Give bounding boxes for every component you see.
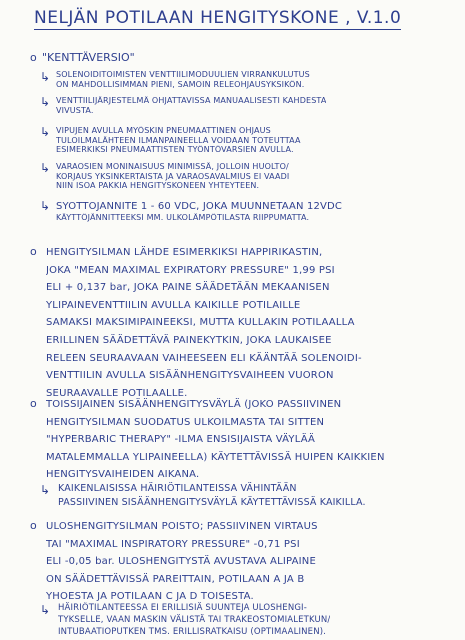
bullet-circle-icon: o (30, 519, 37, 532)
bullet-circle-icon: o (30, 51, 37, 64)
arrow-icon: ↳ (40, 483, 51, 497)
arrow-icon: ↳ (40, 199, 51, 213)
paragraph-uloshengitys: ULOSHENGITYSILMAN POISTO; PASSIIVINEN VIRTAUS TAI "MAXIMAL INSPIRATORY PRESSURE" -0,71 PSI ELI -0,05 bar. ULOSHENGITYSTÄ AVUSTAVA ALIPAINE ON SÄÄDETTÄVISSÄ PAREITTAIN, POTILAAN A JA B YHOESTA JA POTILAAN C JA D TOISESTA. (46, 521, 318, 603)
list-item: SYÖTTÖJÄNNITE 1 - 60 VDC, JOKA MUUNNETAAN 12VDC KÄYTTÖJÄNNITTEEKSI MM. ULKOLÄMPÖTILASTA RIIPPUMATTA. (56, 201, 342, 222)
list-item: VENTTIILIJÄRJESTELMÄ OHJATTAVISSA MANUAALISESTI KAHDESTA VIVUSTA. (56, 96, 327, 115)
arrow-icon: ↳ (40, 95, 51, 109)
bullet-circle-icon: o (30, 397, 37, 410)
paragraph-hengitysilma: HENGITYSILMAN LÄHDE ESIMERKIKSI HAPPIRIKASTIN, JOKA "MEAN MAXIMAL EXPIRATORY PRESSURE" 1,99 PSI ELI + 0,137 bar, JOKA PAINE SÄÄDETÄÄN MEKAANISEN YLIPAINEVENTTIILIN AVULLA KAIKILLE POTILAILLE SAMAKSI MAKSIMIPAINEEKSI, MUTTA KULLAKIN POTILAALLA ERILLINEN SÄÄDETTÄVÄ PAINEKYTKIN, JOKA LAUKAISEE RELEEN SEURAAVAAN VAIHEESEEN ELI KÄÄNTÄÄ SOLENOIDI- VENTTIILIN AVULLA SISÄÄNHENGITYSVAIHEEN VUORON SEURAAVALLE POTILAALLE. (46, 247, 362, 399)
arrow-icon: ↳ (40, 70, 51, 84)
list-item: SOLENOIDITOIMISTEN VENTTIILIMODUULIEN VIRRANKULUTUS ON MAHDOLLISIMMAN PIENI, SAMOIN RELEOHJAUSYKSIKÖN. (56, 70, 310, 89)
paragraph-toissijainen: TOISSIJAINEN SISÄÄNHENGITYSVÄYLÄ (JOKO PASSIIVINEN HENGITYSILMAN SUODATUS ULKOILMASTA TAI SITTEN "HYPERBARIC THERAPY" -ILMA ENSISIJAISTA VÄYLÄÄ MATALEMMALLA YLIPAINEELLA) KÄYTETTÄVISSÄ HUIPEN KAIKKIEN HENGITYSVAIHEIDEN AIKANA. (46, 399, 385, 481)
arrow-icon: ↳ (40, 125, 51, 139)
arrow-icon: ↳ (40, 603, 51, 617)
list-item: KAIKENLAISISSA HÄIRIÖTILANTEISSA VÄHINTÄÄN PASSIIVINEN SISÄÄNHENGITYSVÄYLÄ KÄYTETTÄVISSÄ KAIKILLA. (58, 483, 366, 508)
list-item: VIPUJEN AVULLA MYÖSKIN PNEUMAATTINEN OHJAUS TULOILMALÄHTEEN ILMANPAINEELLA VOIDAAN TOTEUTTAA ESIMERKIKSI PNEUMAATTISTEN TYÖNTÖVARSIEN AVULLA. (56, 126, 301, 155)
bullet-circle-icon: o (30, 245, 37, 258)
list-item: HÄIRIÖTILANTEESSA EI ERILLISIÄ SUUNTEJA ULOSHENGI- TYKSELLE, VAAN MASKIN VÄLISTÄ TAI TRAKEOSTOMIALETKUN/ INTUBAATIOPUTKEN TMS. ERILLISRATKAISU (OPTIMAALINEN). (58, 603, 331, 637)
section-heading-kenttaversio: o "KENTTÄVERSIO" (30, 51, 135, 64)
list-item: VARAOSIEN MONINAISUUS MINIMISSÄ, JOLLOIN HUOLTO/ KORJAUS YKSINKERTAISTA JA VARAOSAVALMIUS EI VAADI NIIN ISOA PAKKIA HENGITYSKONEEN YHTEYTEEN. (56, 162, 290, 191)
arrow-icon: ↳ (40, 161, 51, 175)
page-title: NELJÄN POTILAAN HENGITYSKONE , V.1.0 (34, 8, 402, 28)
